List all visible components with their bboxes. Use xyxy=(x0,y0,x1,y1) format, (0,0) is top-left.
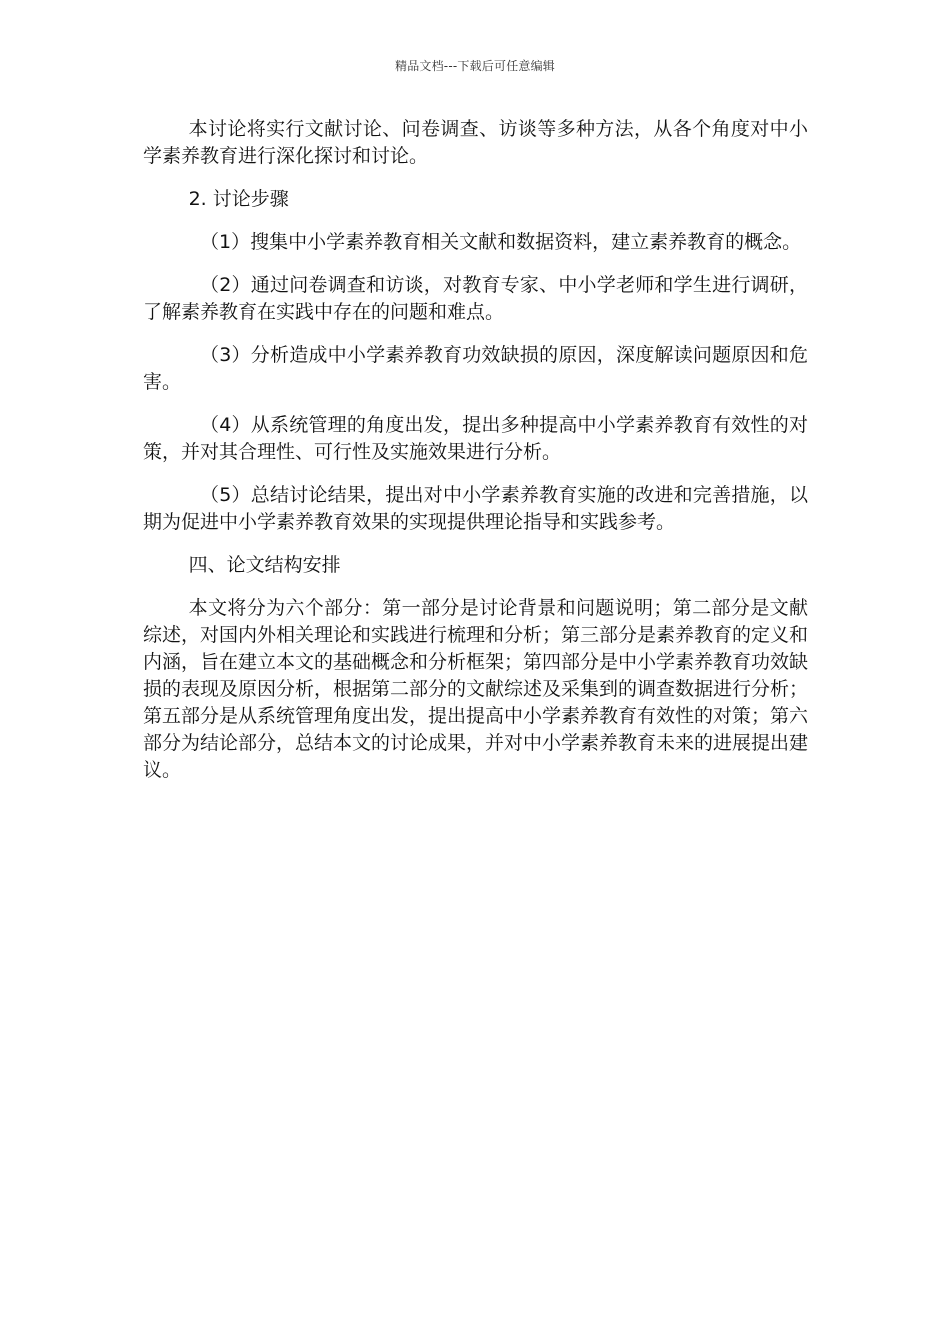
step-4-paragraph: （4）从系统管理的角度出发，提出多种提高中小学素养教育有效性的对策，并对其合理性、可行性及实施效果进行分析。 xyxy=(143,414,808,463)
page-header: 精品文档---下载后可任意编辑 xyxy=(395,59,555,73)
step-5-paragraph: （5）总结讨论结果，提出对中小学素养教育实施的改进和完善措施，以期为促进中小学素养教育效果的实现提供理论指导和实践参考。 xyxy=(143,484,808,533)
intro-paragraph: 本讨论将实行文献讨论、问卷调查、访谈等多种方法，从各个角度对中小学素养教育进行深化探讨和讨论。 xyxy=(143,118,808,167)
section-heading-structure: 四、论文结构安排 xyxy=(188,554,341,576)
step-3-paragraph: （3）分析造成中小学素养教育功效缺损的原因，深度解读问题原因和危害。 xyxy=(143,344,808,393)
section-heading-research-steps: 2. 讨论步骤 xyxy=(188,188,289,210)
structure-paragraph: 本文将分为六个部分：第一部分是讨论背景和问题说明；第二部分是文献综述，对国内外相关理论和实践进行梳理和分析；第三部分是素养教育的定义和内涵，旨在建立本文的基础概念和分析框架；第四部分是中小学素养教育功效缺损的表现及原因分析，根据第二部分的文献综述及采集到的调查数据进行分析；第五部分是从系统管理角度出发，提出提高中小学素养教育有效性的对策；第六部分为结论部分，总结本文的讨论成果，并对中小学素养教育未来的进展提出建议。 xyxy=(143,597,809,781)
document-body xyxy=(143,116,808,800)
step-2-paragraph: （2）通过问卷调查和访谈，对教育专家、中小学老师和学生进行调研，了解素养教育在实践中存在的问题和难点。 xyxy=(143,274,808,323)
step-1-paragraph: （1）搜集中小学素养教育相关文献和数据资料，建立素养教育的概念。 xyxy=(200,231,802,253)
